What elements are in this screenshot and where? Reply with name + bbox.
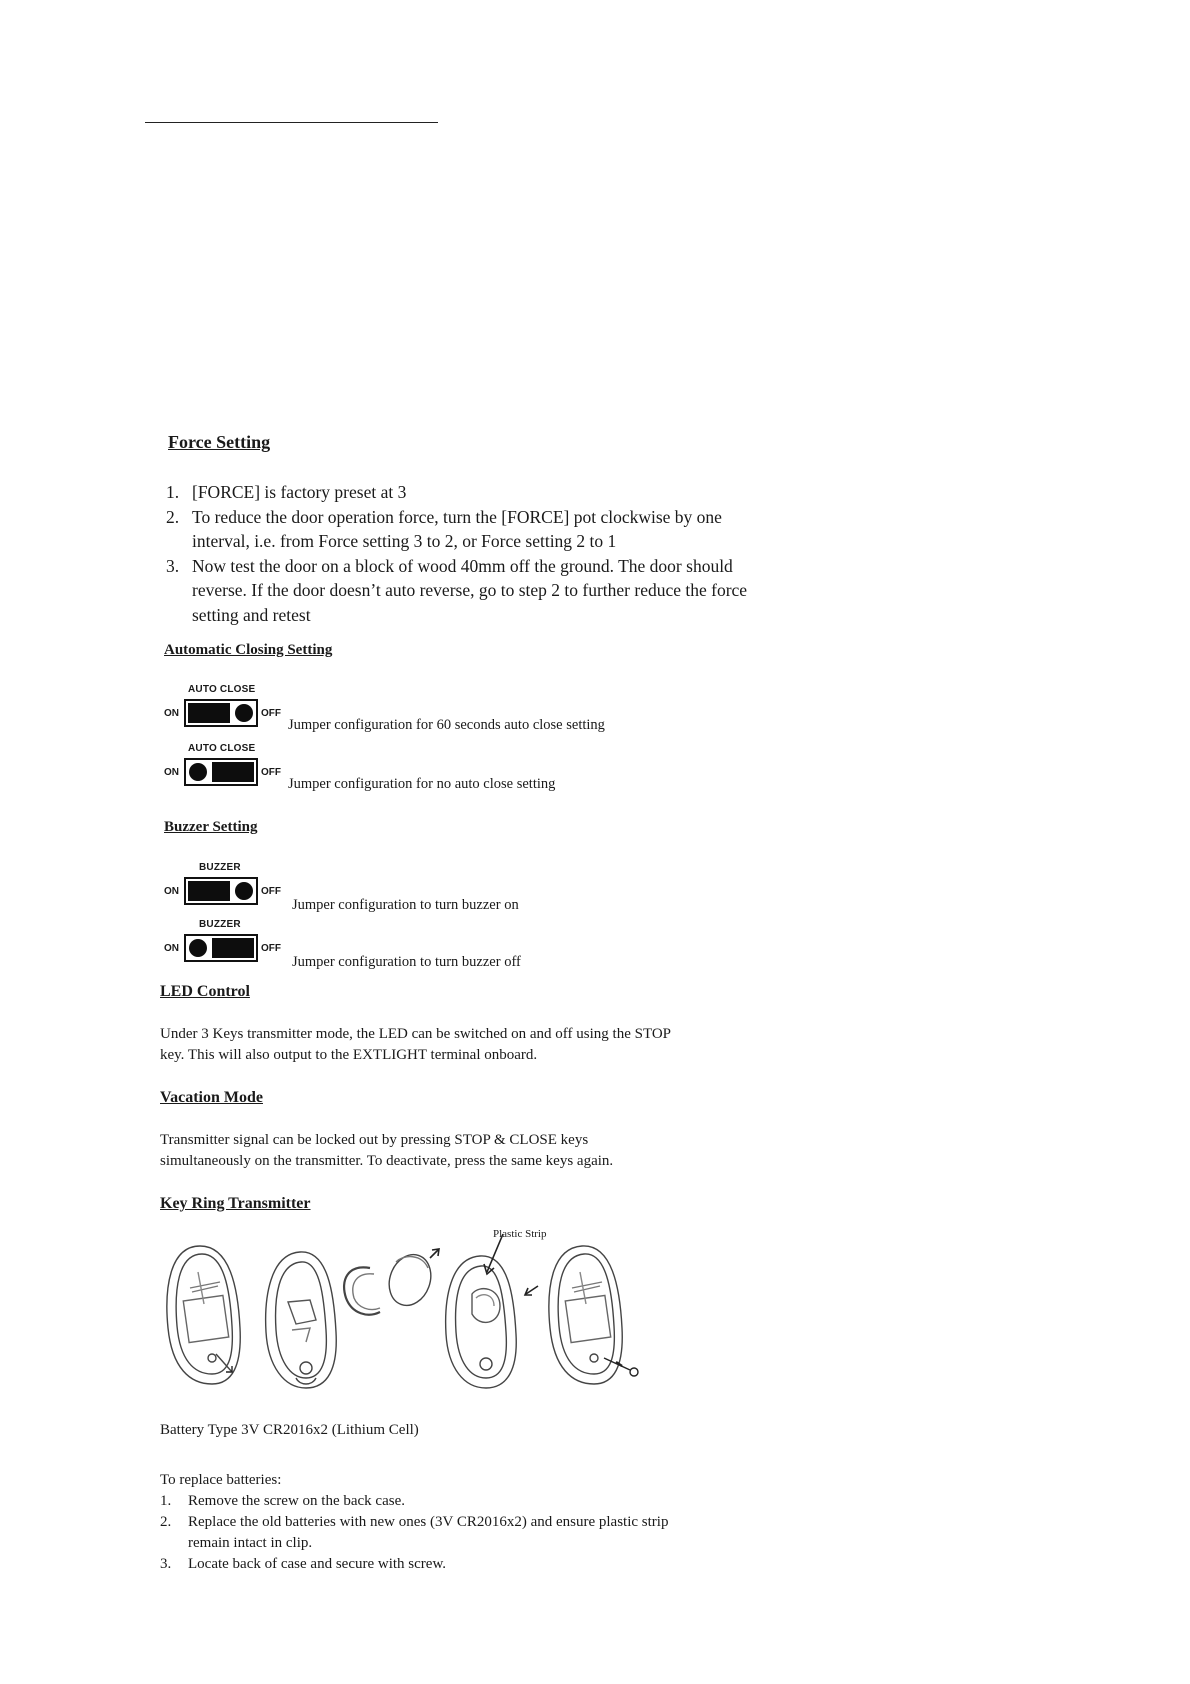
jumper-block: [184, 877, 258, 905]
list-item: 1. [FORCE] is factory preset at 3: [166, 482, 407, 502]
jumper-block: [184, 758, 258, 786]
key-fob-front-icon: [167, 1246, 240, 1384]
list-item: 1. Remove the screw on the back case.: [160, 1493, 405, 1509]
vacation-mode-text: Transmitter signal can be locked out by pressing STOP & CLOSE keys simultaneously on the transmitter. To deactivate, press the same keys again.: [160, 1132, 614, 1169]
battery-type: Battery Type 3V CR2016x2 (Lithium Cell): [160, 1422, 419, 1438]
auto-close-heading: Automatic Closing Setting: [164, 642, 333, 658]
key-fob-plastic-strip-icon: [446, 1234, 538, 1388]
header-rule: [145, 122, 438, 123]
battery-icon: [382, 1249, 439, 1312]
list-item: 2. Replace the old batteries with new ones (3V CR2016x2) and ensure plastic strip remain intact in clip.: [160, 1514, 669, 1551]
buzzer-heading: Buzzer Setting: [164, 819, 258, 835]
force-setting-heading: Force Setting: [168, 432, 271, 452]
jumper-block: [184, 699, 258, 727]
list-item: 2. To reduce the door operation force, turn the [FORCE] pot clockwise by one interval, i.e. from Force setting 3 to 2, or Force setting 2 to 1: [166, 506, 722, 551]
key-ring-heading: Key Ring Transmitter: [160, 1195, 311, 1212]
jumper-auto-close-on: AUTO CLOSE ON OFF Jumper configuration for 60 seconds auto close setting: [164, 684, 605, 733]
key-ring-figure: [160, 1228, 650, 1396]
jumper-auto-close-off: AUTO CLOSE ON OFF Jumper configuration for no auto close setting: [164, 743, 556, 792]
replace-batteries-instructions: To replace batteries: 1. Remove the screw on the back case. 2. Replace the old batteries with new ones (3V CR2016x2) and ensure plastic strip remain intact in clip. 3. Locate back of case and secure with screw.: [160, 1470, 800, 1575]
jumper-buzzer-on: BUZZER ON OFF Jumper configuration to turn buzzer on: [164, 862, 519, 913]
plastic-strip-caption: Plastic Strip: [493, 1228, 547, 1240]
vacation-mode-heading: Vacation Mode: [160, 1089, 263, 1106]
jumper-block: [184, 934, 258, 962]
list-item: 3. Locate back of case and secure with screw.: [160, 1556, 447, 1572]
led-control-text: Under 3 Keys transmitter mode, the LED can be switched on and off using the STOP key. This will also output to the EXTLIGHT terminal onboard.: [160, 1026, 672, 1063]
plastic-clip-icon: [344, 1267, 380, 1314]
jumper-buzzer-off: BUZZER ON OFF Jumper configuration to turn buzzer off: [164, 919, 521, 970]
led-control-heading: LED Control: [160, 983, 250, 1000]
list-item: 3. Now test the door on a block of wood 40mm off the ground. The door should reverse. If the door doesn’t auto reverse, go to step 2 to further reduce the force setting and retest: [166, 555, 748, 625]
key-fob-back-case-icon: [266, 1252, 337, 1388]
key-fob-closed-icon: [549, 1246, 638, 1384]
force-setting-list: [166, 480, 866, 627]
